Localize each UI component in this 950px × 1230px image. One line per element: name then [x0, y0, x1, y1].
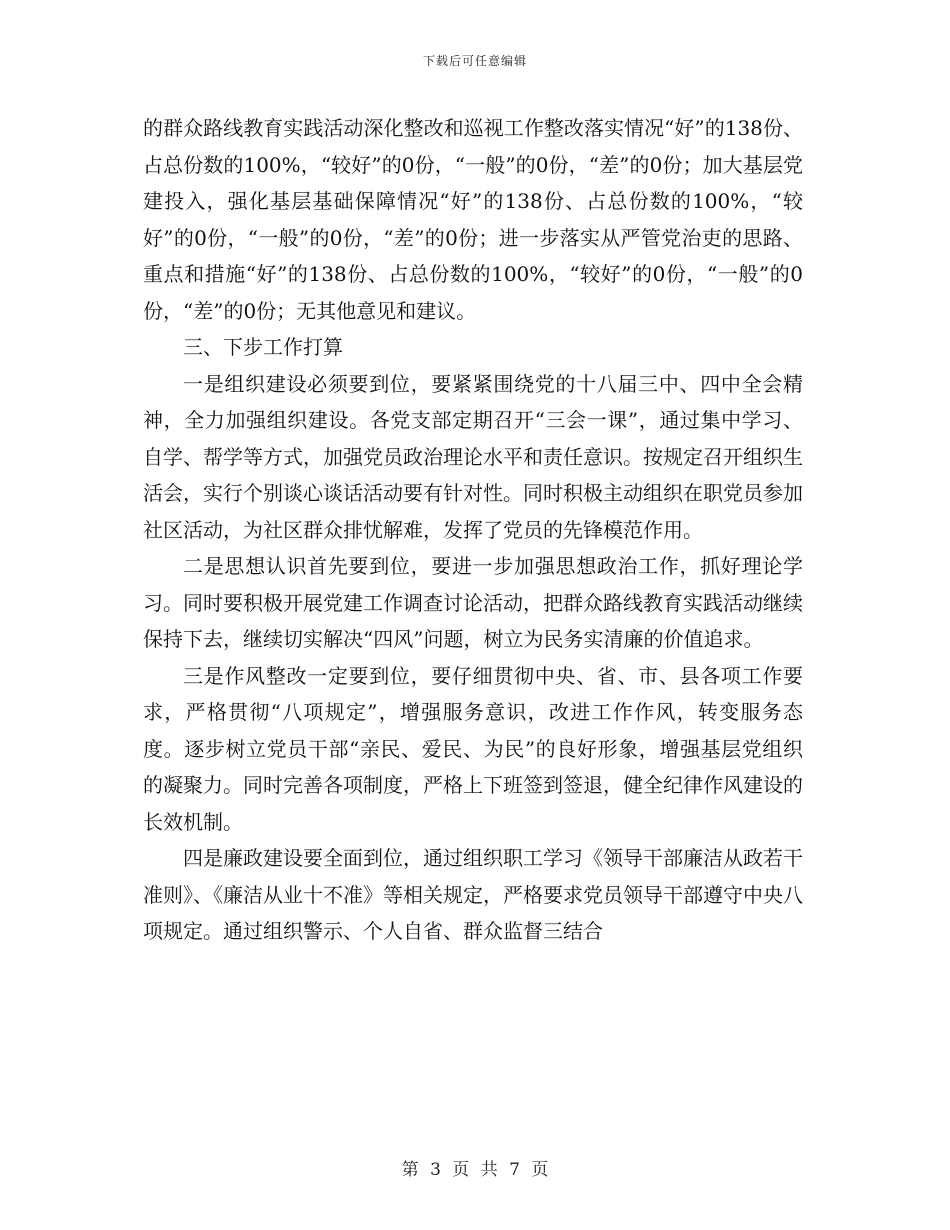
document-body [143, 110, 803, 950]
page-header: 下载后可任意编辑 [422, 54, 527, 68]
page-footer-page-number: 第 3 页 共 7 页 [401, 1160, 549, 1180]
paragraph-integrity-building: 四是廉政建设要全面到位，通过组织职工学习《领导干部廉洁从政若干准则》、《廉洁从业十不准》等相关规定，严格要求党员领导干部遵守中央八项规定。通过组织警示、个人自省、群众监督三结合 [143, 846, 803, 943]
section-heading-next-steps: 三、下步工作打算 [183, 335, 343, 359]
paragraph-ideological-awareness: 二是思想认识首先要到位，要进一步加强思想政治工作，抓好理论学习。同时要积极开展党建工作调查讨论活动，把群众路线教育实践活动继续保持下去，继续切实解决“四风”问题，树立为民务实清廉的价值追求。 [143, 554, 803, 651]
paragraph-organization-building: 一是组织建设必须要到位，要紧紧围绕党的十八届三中、四中全会精神，全力加强组织建设。各党支部定期召开“三会一课”，通过集中学习、自学、帮学等方式，加强党员政治理论水平和责任意识。按规定召开组织生活会，实行个别谈心谈话活动要有针对性。同时积极主动组织在职党员参加社区活动，为社区群众排忧解难，发挥了党员的先锋模范作用。 [143, 371, 803, 542]
paragraph-work-style-rectification: 三是作风整改一定要到位，要仔细贯彻中央、省、市、县各项工作要求，严格贯彻“八项规定”，增强服务意识，改进工作作风，转变服务态度。逐步树立党员干部“亲民、爱民、为民”的良好形象，增强基层党组织的凝聚力。同时完善各项制度，严格上下班签到签退，健全纪律作风建设的长效机制。 [143, 663, 803, 834]
paragraph-survey-results: 的群众路线教育实践活动深化整改和巡视工作整改落实情况“好”的138份、占总份数的100%，“较好”的0份，“一般”的0份，“差”的0份；加大基层党建投入，强化基层基础保障情况“好”的138份、占总份数的100%，“较好”的0份，“一般”的0份，“差”的0份；进一步落实从严管党治吏的思路、重点和措施“好”的138份、占总份数的100%，“较好”的0份，“一般”的0份，“差”的0份；无其他意见和建议。 [143, 116, 803, 323]
